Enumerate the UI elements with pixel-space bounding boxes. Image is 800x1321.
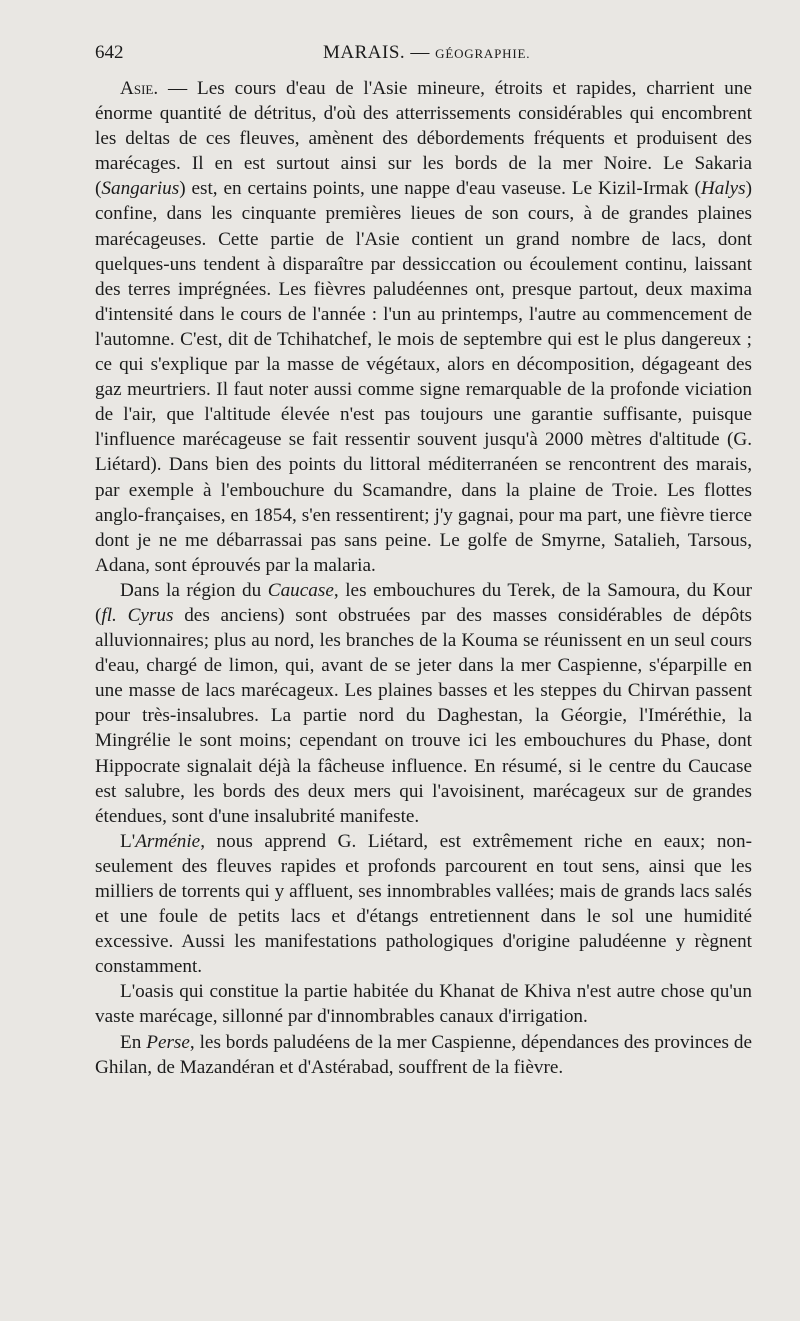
text-run: , nous apprend G. Liétard, est extrêmement riche en eaux; non-seulement des fleuves rapides et profonds parcourent en tout sens, ainsi que les milliers de torrents qui y affluent, ses innombrables vallées; mais de grands lacs salés et une foule de petits lacs et d'étangs entretiennent dans le sol une humidité excessive. Aussi les manifestations pathologiques d'origine paludéenne y règnent constamment.	[95, 830, 752, 978]
text-run: ) confine, dans les cinquante premières lieues de son cours, à de grandes plaines marécageuses. Cette partie de l'Asie contient un grand nombre de lacs, dont quelques-uns tendent à disparaître par dessiccation ou écoulement continu, laissant des terres imprégnées. Les fièvres paludéennes ont, presque partout, deux maxima d'intensité dans le cours de l'année : l'un au printemps, l'autre au commencement de l'automne. C'est, dit de Tchihatchef, le mois de septembre qui est le plus dangereux ; ce qui s'explique par la masse de végétaux, alors en décomposition, dégageant des gaz meurtriers. Il faut noter aussi comme signe remarquable de la profonde viciation de l'air, que l'altitude élevée n'est pas toujours une garantie suffisante, puisque l'influence marécageuse se fait ressentir souvent jusqu'à 2000 mètres d'altitude (G. Liétard). Dans bien des points du littoral méditerranéen se rencontrent des marais, par exemple à l'embouchure du Scamandre, dans la plaine de Troie. Les flottes anglo-françaises, en 1854, s'en ressentirent; j'y gagnai, pour ma part, une fièvre tierce dont je ne me débarrassai pas sans peine. Le golfe de Smyrne, Satalieh, Tarsous, Adana, sont éprouvés par la malaria.	[95, 178, 752, 576]
page-number: 642	[95, 42, 124, 63]
italic-text: Arménie	[135, 830, 201, 852]
paragraph	[95, 578, 752, 829]
italic-text: Sangarius	[101, 178, 180, 200]
running-head	[323, 42, 530, 64]
text-run: En	[120, 1031, 147, 1053]
running-head-separator: —	[405, 42, 436, 63]
italic-text: Perse	[146, 1031, 190, 1053]
running-head-title: MARAIS.	[323, 42, 406, 63]
running-head-subtitle: GÉOGRAPHIE.	[435, 46, 531, 61]
text-run: des anciens) sont obstruées par des masses considérables de dépôts alluvionnaires; plus au nord, les branches de la Kouma se réunissent en un seul cours d'eau, chargé de limon, qui, avant de se jeter dans la mer Caspienne, s'éparpille en une masse de lacs marécageux. Les plaines basses et les steppes du Chirvan passent pour très-insalubres. La partie nord du Daghestan, la Géorgie, l'Iméréthie, la Mingrélie le sont moins; cependant on trouve ici les embouchures du Phase, dont Hippocrate signalait déjà la fâcheuse influence. En résumé, si le centre du Caucase est salubre, les bords des deux mers qui l'avoisinent, marécageux sur de grandes étendues, sont d'une insalubrité manifeste.	[95, 604, 752, 827]
italic-text: Halys	[700, 178, 746, 200]
paragraph	[95, 1030, 752, 1080]
text-run: , les bords paludéens de la mer Caspienne, dépendances des provinces de Ghilan, de Mazandéran et d'Astérabad, souffrent de la fièvre.	[95, 1031, 752, 1078]
italic-text: fl. Cyrus	[101, 604, 174, 626]
text-run: ) est, en certains points, une nappe d'eau vaseuse. Le Kizil-Irmak (	[179, 178, 701, 200]
text-run: L'oasis qui constitue la partie habitée du Khanat de Khiva n'est autre chose qu'un vaste marécage, sillonné par d'innombrables canaux d'irrigation.	[95, 981, 752, 1028]
text-run: , les embouchures du Terek, de la Samoura, du Kour (	[95, 579, 752, 626]
text-run: . — Les cours d'eau de l'Asie mineure, étroits et rapides, charrient une énorme quantité de détritus, d'où des atterrissements considérables qui encombrent les deltas de ces fleuves, amènent des débordements fréquents et produisent des marécages. Il en est surtout ainsi sur les bords de la mer Noire. Le Sakaria (	[95, 78, 752, 200]
smallcaps-text: Asie	[120, 78, 154, 99]
text-run: L'	[120, 830, 136, 852]
paragraph	[95, 829, 752, 980]
page-header	[95, 42, 752, 76]
italic-text: Caucase	[267, 579, 334, 601]
body-text	[95, 76, 752, 1080]
text-run: Dans la région du	[120, 579, 268, 601]
paragraph	[95, 979, 752, 1029]
paragraph	[95, 76, 752, 578]
